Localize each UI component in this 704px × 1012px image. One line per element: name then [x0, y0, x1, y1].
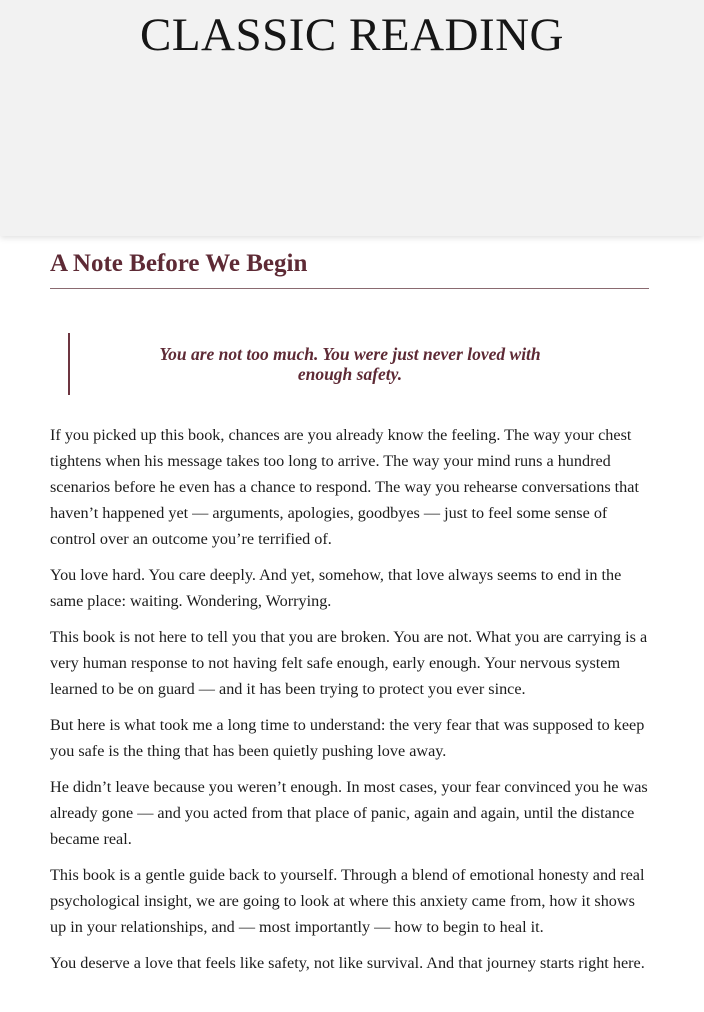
chapter-title: A Note Before We Begin: [50, 250, 308, 277]
paragraph: This book is a gentle guide back to yourself. Through a blend of emotional honesty and real psychological insight, we are going to look at where this anxiety came from, how it shows up in your relationships, and — most importantly — how to begin to heal it.: [50, 866, 645, 936]
paragraph: If you picked up this book, chances are you already know the feeling. The way your chest tightens when his message takes too long to arrive. The way your mind runs a hundred scenarios before he even has a chance to respond. The way you rehearse conversations that haven’t happened yet — arguments, apologies, goodbyes — just to feel some sense of control over an outcome you’re terrified of.: [50, 426, 639, 548]
paragraph: He didn’t leave because you weren’t enough. In most cases, your fear convinced you he was already gone — and you acted from that place of panic, again and again, until the distance became real.: [50, 778, 648, 848]
title-divider: [50, 288, 649, 289]
paragraph: You love hard. You care deeply. And yet, somehow, that love always seems to end in the same place: waiting. Wondering, Worrying.: [50, 566, 622, 610]
paragraph: This book is not here to tell you that you are broken. You are not. What you are carrying is a very human response to not having felt safe enough, early enough. Your nervous system learned to be on guard — and it has been trying to protect you ever since.: [50, 628, 648, 698]
epigraph-quote: [68, 333, 620, 395]
paragraph: You deserve a love that feels like safety, not like survival. And that journey starts right here.: [50, 954, 645, 972]
epigraph-line-2: enough safety.: [297, 364, 403, 384]
epigraph-line-1: You are not too much. You were just never loved with: [159, 344, 541, 364]
site-header: [0, 0, 704, 236]
chapter-body: [50, 422, 648, 976]
site-title[interactable]: CLASSIC READING: [139, 9, 564, 61]
paragraph: But here is what took me a long time to understand: the very fear that was supposed to keep you safe is the thing that has been quietly pushing love away.: [50, 716, 645, 760]
chapter-content: [0, 250, 704, 976]
